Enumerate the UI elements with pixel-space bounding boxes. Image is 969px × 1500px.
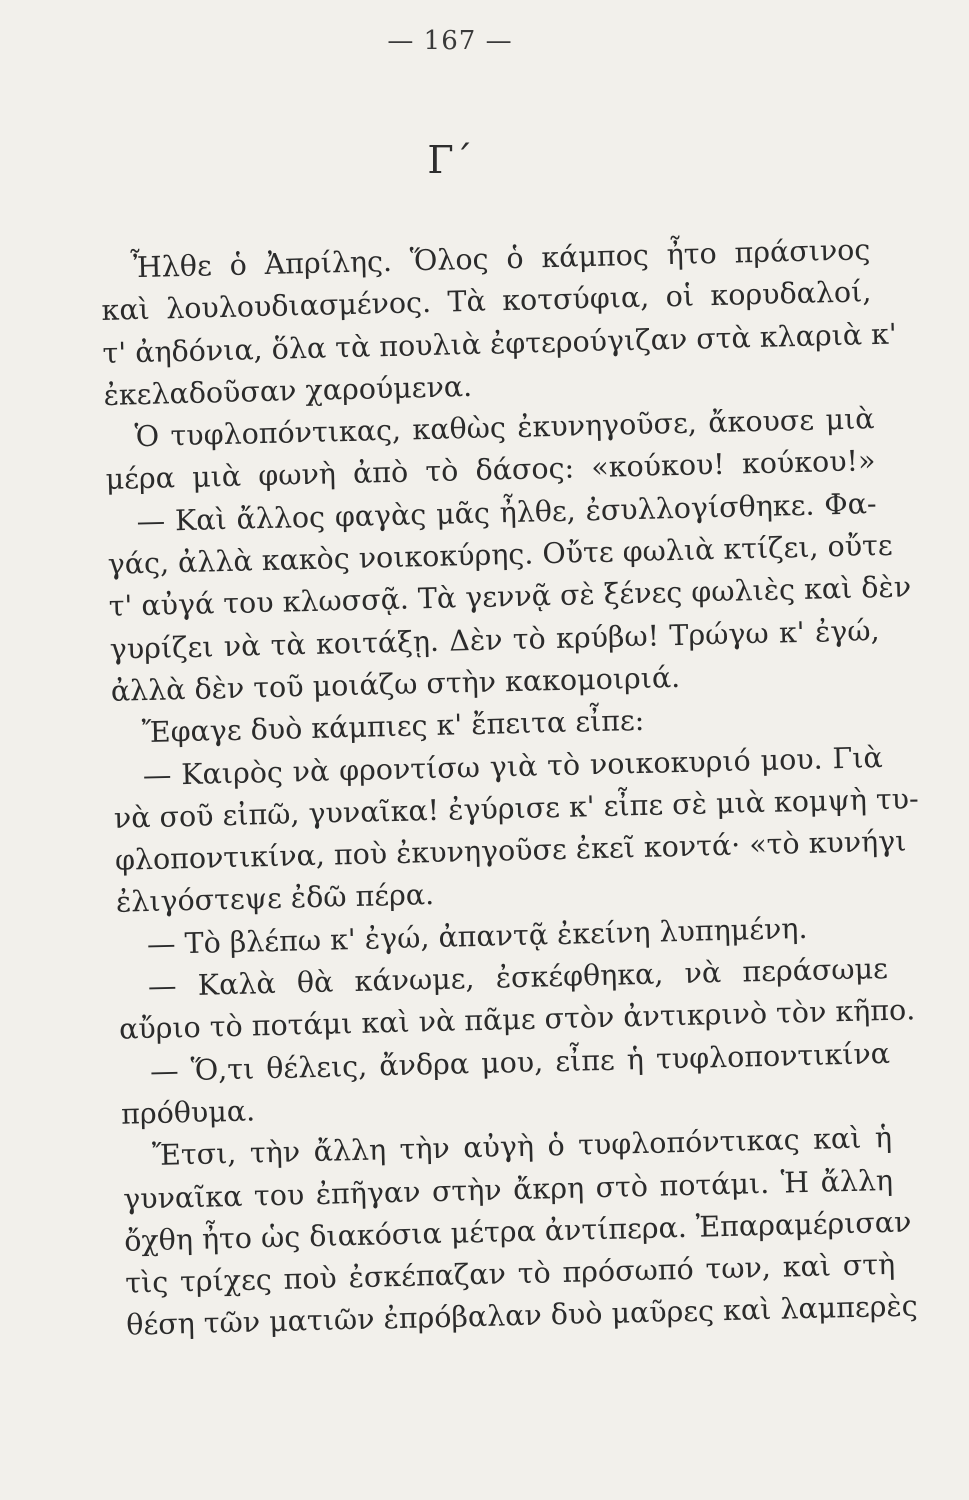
- text-line: πρόθυμα.: [120, 1094, 256, 1131]
- text-line: Ἔφαγε δυὸ κάμπιες κ' ἔπειτα εἶπε:: [141, 704, 645, 750]
- text-line: Ἦλθε ὁ Ἀπρίλης. Ὅλος ὁ κάμπος ἦτο πράσινος: [130, 233, 871, 285]
- text-line: γυρίζει νὰ τὰ κοιτάξῃ. Δὲν τὸ κρύβω! Τρώγω κ' ἐγώ,: [109, 613, 880, 666]
- text-line: — Τὸ βλέπω κ' ἐγώ, ἀπαντᾷ ἐκείνη λυπημένη.: [146, 911, 808, 961]
- text-line: τ' ἀηδόνια, ὅλα τὰ πουλιὰ ἐφτερούγιζαν στὰ κλαριὰ κ': [102, 317, 898, 370]
- text-line: Ὁ τυφλοπόντικας, καθὼς ἐκυνηγοῦσε, ἄκουσε μιὰ: [134, 402, 875, 454]
- text-line: φλοποντικίνα, ποὺ ἐκυνηγοῦσε ἐκεῖ κοντά· «τὸ κυνήγι: [114, 824, 907, 877]
- text-line: Ἔτσι, τὴν ἄλλη τὴν αὐγὴ ὁ τυφλοπόντικας καὶ ἡ: [151, 1121, 893, 1173]
- page-number: — 167 —: [387, 26, 513, 56]
- text-line: — Καιρὸς νὰ φροντίσω γιὰ τὸ νοικοκυριό μου. Γιὰ: [142, 740, 884, 792]
- text-line: τὶς τρίχες ποὺ ἐσκέπαζαν τὸ πρόσωπό των, καὶ στὴ: [124, 1248, 896, 1300]
- text-line: — Καὶ ἄλλος φαγὰς μᾶς ἦλθε, ἐσυλλογίσθηκε. Φα-: [136, 486, 877, 538]
- body-text: [100, 229, 920, 1347]
- text-line: — Καλὰ θὰ κάνωμε, ἐσκέφθηκα, νὰ περάσωμε: [147, 952, 889, 1004]
- text-line: ἐκελαδοῦσαν χαρούμενα.: [103, 369, 473, 412]
- text-line: θέση τῶν ματιῶν ἐπρόβαλαν δυὸ μαῦρες καὶ λαμπερὲς: [125, 1289, 919, 1343]
- text-line: ὄχθη ἦτο ὡς διακόσια μέτρα ἀντίπερα. Ἐπαραμέρισαν: [123, 1205, 912, 1258]
- chapter-heading: Γ΄: [427, 138, 473, 182]
- text-line: — Ὅ,τι θέλεις, ἄνδρα μου, εἶπε ἡ τυφλοποντικίνα: [149, 1036, 891, 1088]
- text-line: καὶ λουλουδιασμένος. Τὰ κοτσύφια, οἱ κορυδαλοί,: [101, 275, 872, 328]
- text-line: νὰ σοῦ εἰπῶ, γυναῖκα! ἐγύρισε κ' εἶπε σὲ μιὰ κομψὴ τυ-: [113, 782, 920, 835]
- text-line: ἀλλὰ δὲν τοῦ μοιάζω στὴν κακομοιριά.: [110, 660, 681, 708]
- text-line: ἐλιγόστεψε ἐδῶ πέρα.: [115, 878, 435, 920]
- text-line: τ' αὐγά του κλωσσᾷ. Τὰ γεννᾷ σὲ ξένες φωλιὲς καὶ δὲν: [108, 570, 912, 624]
- text-line: γάς, ἀλλὰ κακὸς νοικοκύρης. Οὔτε φωλιὰ κτίζει, οὔτε: [107, 528, 893, 581]
- text-line: γυναῖκα του ἐπῆγαν στὴν ἄκρη στὸ ποτάμι. Ἡ ἄλλη: [122, 1163, 894, 1216]
- text-line: αὔριο τὸ ποτάμι καὶ νὰ πᾶμε στὸν ἀντικρινὸ τὸν κῆπο.: [118, 993, 916, 1047]
- text-line: μέρα μιὰ φωνὴ ἀπὸ τὸ δάσος: «κούκου! κούκου!»: [105, 444, 876, 497]
